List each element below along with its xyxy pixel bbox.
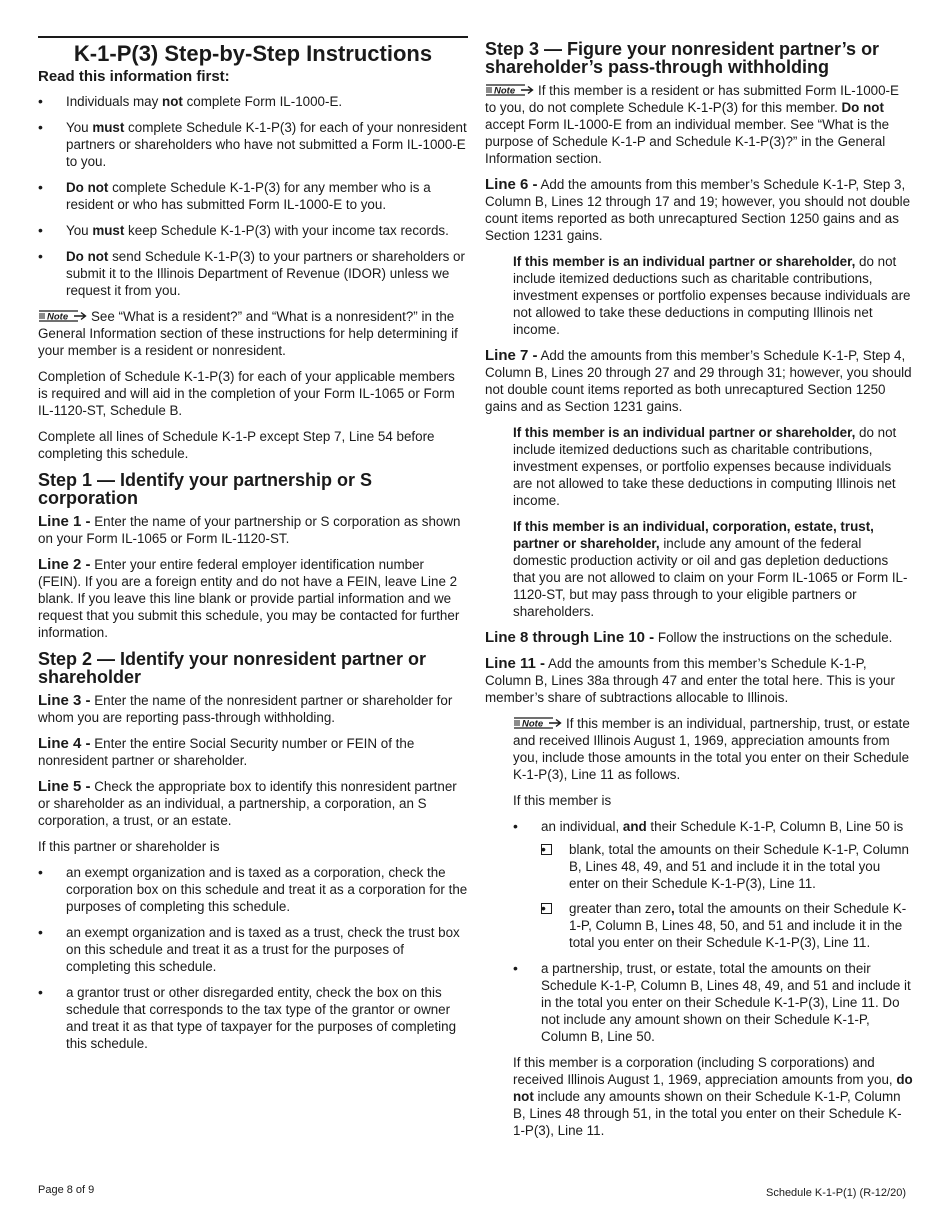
step1-heading: Step 1 — Identify your partnership or S corporation <box>38 470 373 508</box>
note-resident: See “What is a resident?” and “What is a nonresident?” in the General Information section of these instructions for help determining if your member is a resident or nonresident. <box>38 309 458 358</box>
left-column <box>38 36 468 1061</box>
line7-instruction: Line 7 - Add the amounts from this member’s Schedule K-1-P, Step 4, Column B, Lines 20 through 27 and 29 through 31; however, you should not double count items reported as both unrecaptured Section 1250 gains and as Section 1231 gains. <box>485 347 912 414</box>
corporation-paragraph: If this member is a corporation (including S corporations) and received Illinois August 1, 1969, appreciation amounts from you, do not include any amounts shown on their Schedule K-1-P, Column B, Lines 48 through 51, in the total you enter on their Schedule K-1-P(3), Line 11. <box>513 1055 913 1138</box>
list-item: • a grantor trust or other disregarded entity, check the box on this schedule that corresponds to the tax type of the grantor or owner and treat it as that type of taxpayer for the purposes of completing this schedule. <box>38 984 468 1052</box>
list-item: • greater than zero, total the amounts on their Schedule K-1-P, Column B, Lines 48, 50, and 51 and include it in the total you enter on their Schedule K-1-P(3), Line 11. <box>541 900 913 951</box>
right-column <box>485 40 913 1148</box>
note-appreciation: If this member is an individual, partnership, trust, or estate and received Illinois August 1, 1969, appreciation amounts from you, include those amounts in the total you enter on their Schedule K-1-P(3), Line 11 as follows. <box>513 716 910 782</box>
line5-instruction: Line 5 - Check the appropriate box to identify this nonresident partner or shareholder as an individual, a partnership, a corporation, an S corporation, a trust, or an estate. <box>38 778 457 828</box>
list-item: • Do not complete Schedule K-1-P(3) for any member who is a resident or who has submitted Form IL-1000-E to you. <box>38 179 468 213</box>
line8-10-instruction: Line 8 through Line 10 - Follow the instructions on the schedule. <box>485 629 893 646</box>
line1-instruction: Line 1 - Enter the name of your partnership or S corporation as shown on your Form IL-1065 or Form IL-1120-ST. <box>38 513 461 546</box>
read-first-list <box>38 93 468 299</box>
note-step3: If this member is a resident or has submitted Form IL-1000-E to you, do not complete Schedule K-1-P(3) for this member. Do not accept Form IL-1000-E from an individual member. See “What is the purpose of Schedule K-1-P and Schedule K-1-P(3)?” in the General Information section. <box>485 83 899 166</box>
list-item: • Individuals may not complete Form IL-1000-E. <box>38 93 468 110</box>
line6-individual-note: If this member is an individual partner or shareholder, do not include itemized deductions such as charitable contributions, investment expenses or portfolio expenses because individuals are not allowed to take these deductions in computing Illinois net income. <box>513 254 911 337</box>
step3-heading: Step 3 — Figure your nonresident partner’s or shareholder’s pass-through withholding <box>485 39 880 77</box>
note-icon <box>513 716 563 730</box>
line3-instruction: Line 3 - Enter the name of the nonresident partner or shareholder for whom you are reporting pass-through withholding. <box>38 692 453 725</box>
line11-instruction: Line 11 - Add the amounts from this member’s Schedule K-1-P, Column B, Lines 38a through 47 and enter the total here. This is your member’s share of subtractions allocable to Illinois. <box>485 655 895 705</box>
list-item: • You must complete Schedule K-1-P(3) for each of your nonresident partners or shareholders who have not submitted a Form IL-1000-E to you. <box>38 119 468 170</box>
member-type-list <box>513 818 913 1045</box>
checkbox-square-icon <box>541 903 552 914</box>
list-item: • an exempt organization and is taxed as a trust, check the trust box on this schedule and treat it as a trust for the purposes of completing this schedule. <box>38 924 468 975</box>
line7-individual-note: If this member is an individual partner or shareholder, do not include itemized deductions such as charitable contributions, investment expenses, or portfolio expenses because individuals are not allowed to take these deductions in computing Illinois net income. <box>513 425 897 508</box>
line50-list <box>541 841 913 951</box>
note-icon <box>485 83 535 97</box>
step2-heading: Step 2 — Identify your nonresident partner or shareholder <box>38 649 427 687</box>
line11-note-block <box>513 715 913 1139</box>
line6-instruction: Line 6 - Add the amounts from this member’s Schedule K-1-P, Step 3, Column B, Lines 12 through 17 and 19; however, you should not double count items reported as both unrecaptured Section 1250 gains and as Section 1231 gains. <box>485 176 911 243</box>
read-first-heading: Read this information first: <box>38 68 230 85</box>
top-rule <box>38 36 468 38</box>
form-id: Schedule K-1-P(1) (R-12/20) <box>765 1187 906 1199</box>
checkbox-square-icon <box>541 844 552 855</box>
list-item: • an individual, and their Schedule K-1-P, Column B, Line 50 is • blank, total the amounts on their Schedule K-1-P, Column B, Lines 48, 49, and 51 and include it in the total you enter on their Schedule K-1-P(3), Line 11. • greater than zero, total the amounts on their Schedule K-1-P, Column B, Lines 48, 50, and 51 and include it in the total you enter on their Schedule K-1-P(3), Line 11. <box>513 818 913 951</box>
line2-instruction: Line 2 - Enter your entire federal employer identification number (FEIN). If you are a foreign entity and do not have a FEIN, leave Line 2 blank. If you leave this line blank or provide partial information and we request that you submit this schedule, you may be contacted for further information. <box>38 556 460 640</box>
line7-entity-note: If this member is an individual, corporation, estate, trust, partner or shareholder, include any amount of the federal domestic production activity or oil and gas depletion deductions that you are not allowed to claim on your Form IL-1065 or Form IL-1120-ST, but may pass through to your eligible partners or shareholders. <box>513 519 908 619</box>
page-title: K-1-P(3) Step-by-Step Instructions <box>73 41 433 66</box>
list-item: • Do not send Schedule K-1-P(3) to your partners or shareholders or submit it to the Illinois Department of Revenue (IDOR) unless we request it from you. <box>38 248 468 299</box>
completion-paragraph: Completion of Schedule K-1-P(3) for each of your applicable members is required and will aid in the completion of your Form IL-1065 or Form IL-1120-ST, Schedule B. <box>38 369 455 418</box>
list-item: • You must keep Schedule K-1-P(3) with your income tax records. <box>38 222 468 239</box>
list-item: • an exempt organization and is taxed as a corporation, check the corporation box on this schedule and treat it as a corporation for the purposes of completing this schedule. <box>38 864 468 915</box>
if-member-text: If this member is <box>513 793 612 808</box>
page-number: Page 8 of 9 <box>38 1184 95 1196</box>
note-icon <box>38 309 88 323</box>
partner-type-list <box>38 864 468 1052</box>
line4-instruction: Line 4 - Enter the entire Social Security number or FEIN of the nonresident partner or shareholder. <box>38 735 415 768</box>
if-partner-text: If this partner or shareholder is <box>38 839 220 854</box>
list-item: • a partnership, trust, or estate, total the amounts on their Schedule K-1-P, Column B, Lines 48, 49, and 51 and include it in the total you enter on their Schedule K-1-P(3), Line 11. Do not include any amount shown on their Schedule K-1-P, Column B, Line 50. <box>513 960 913 1045</box>
complete-lines-paragraph: Complete all lines of Schedule K-1-P except Step 7, Line 54 before completing this schedule. <box>38 429 435 461</box>
list-item: • blank, total the amounts on their Schedule K-1-P, Column B, Lines 48, 49, and 51 and include it in the total you enter on their Schedule K-1-P(3), Line 11. <box>541 841 913 892</box>
